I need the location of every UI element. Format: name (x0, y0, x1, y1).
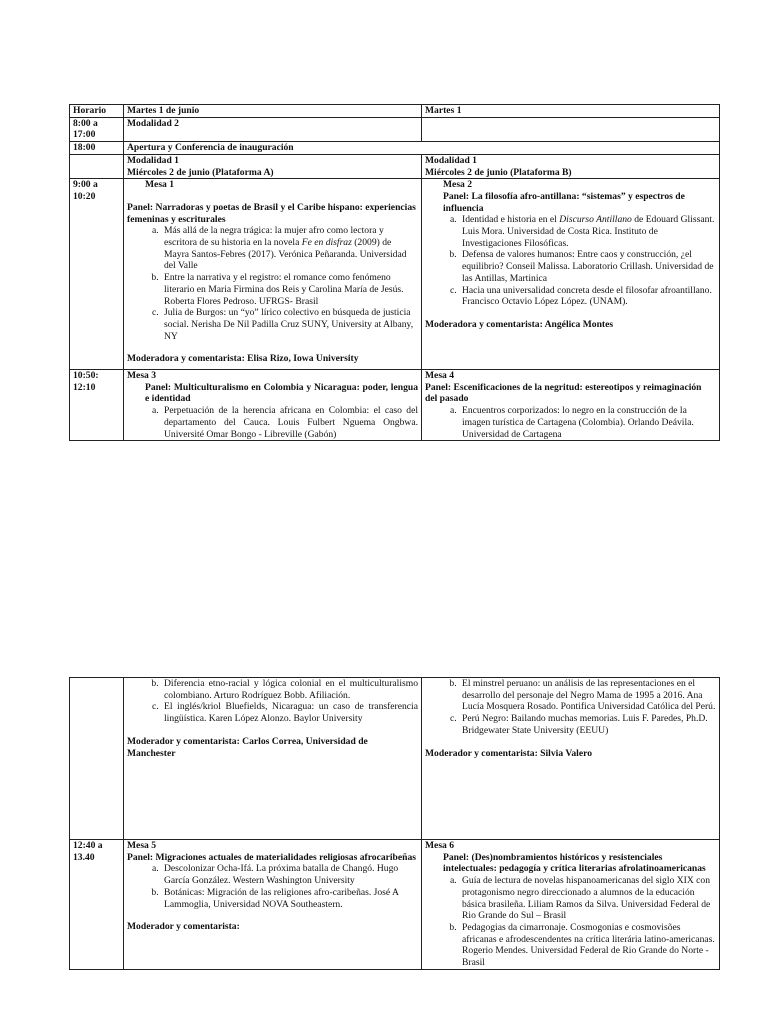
time-cell: 12:40 a 13.40 (70, 840, 124, 970)
list-item: c. Perú Negro: Bailando muchas memorias. Luis F. Paredes, Ph.D. Bridgewater State University (EEUU) (459, 713, 716, 736)
mesa-title: Mesa 1 (145, 179, 175, 191)
list-item: a. Más allá de la negra trágica: la mujer afro como lectora y escritora de su historia en la novela Fe en disfraz (2009) de Mayra Santos-Febres (2017). Verónica Peñaranda. Universidad del Valle (161, 225, 418, 272)
modality-label: Modalidad 1 (127, 154, 179, 166)
date-platform-label: Miércoles 2 de junio (Plataforma B) (425, 166, 572, 178)
moderator: Moderador y comentarista: Silvia Valero (425, 747, 592, 759)
list-item: a. Encuentros corporizados: lo negro en la construcción de la imagen turística de Cartagena (Colombia). Orlando Deávila. Universidad de Cartagena (459, 405, 716, 440)
talk-list (127, 863, 418, 910)
schedule-table-page-2 (69, 677, 720, 970)
mesa-title: Mesa 3 (127, 370, 157, 382)
modality-label: Modalidad 1 (425, 154, 477, 166)
mesa-title: Mesa 4 (425, 370, 455, 382)
list-item: a. Guía de lectura de novelas hispanoamericanas del siglo XIX con protagonismo negro direccionado a alumnos de la educación básica brasileña. Liliam Ramos da Silva. Universidad Federal de Rio Grande do Sul – Brasil (459, 875, 716, 922)
panel-title: Panel: Migraciones actuales de materialidades religiosas afrocaribeñas (127, 851, 417, 863)
list-item: c. Julia de Burgos: un “yo” lírico colectivo en búsqueda de justicia social. Nerisha De Nil Padilla Cruz SUNY, University at Albany, NY (161, 307, 418, 342)
table-row (70, 840, 720, 970)
modality-cell: Modalidad 2 (124, 117, 422, 141)
time-cell: 10:50: 12:10 (70, 370, 124, 441)
list-item: a. Identidad e historia en el Discurso Antillano de Edouard Glissant. Luis Mora. Universidad de Costa Rica. Instituto de Investigaciones Filosóficas. (459, 214, 716, 249)
mesa-6-cell (422, 840, 720, 970)
panel-title: Panel: Escenificaciones de la negritud: estereotipos y reimaginación del pasado (425, 381, 702, 405)
panel-title: Panel: La filosofía afro-antillana: “sistemas” y espectros de influencia (443, 190, 685, 214)
moderator: Moderadora y comentarista: Angélica Montes (425, 318, 614, 330)
header-day-a: Martes 1 de junio (124, 105, 422, 118)
mesa-title: Mesa 5 (127, 840, 157, 851)
talk-list (425, 875, 716, 969)
panel-title: Panel: Multiculturalismo en Colombia y Nicaragua: poder, lengua e identidad (145, 381, 418, 405)
list-item: b. Botánicas: Migración de las religiones afro-caribeñas. José A Lammoglia, Universidad NOVA Southeastern. (161, 887, 418, 910)
header-day-b: Martes 1 (422, 105, 720, 118)
mesa-title: Mesa 6 (425, 840, 455, 851)
panel-title: Panel: (Des)nombramientos históricos y resistenciales intelectuales: pedagogía y crítica literarias afrolatinoamericanas (443, 851, 706, 875)
empty-cell (70, 678, 124, 840)
list-item: b. Diferencia etno-racial y lógica colonial en el multiculturalismo colombiano. Arturo Rodríguez Bobb. Afiliación. (161, 678, 418, 701)
date-platform-label: Miércoles 2 de junio (Plataforma A) (127, 166, 274, 178)
list-item: c. Hacia una universalidad concreta desde el filosofar afroantillano. Francisco Octavio López López. (UNAM). (459, 285, 716, 308)
panel-title: Panel: Narradoras y poetas de Brasil y el Caribe hispano: experiencias femeninas y escriturales (127, 201, 416, 225)
table-row (70, 678, 720, 840)
talk-list (127, 678, 418, 725)
time-cell: 18:00 (70, 142, 124, 155)
list-item: c. El inglés/kriol Bluefields, Nicaragua: un caso de transferencia lingüística. Karen López Alonzo. Baylor University (161, 701, 418, 724)
list-item: b. El minstrel peruano: un análisis de las representaciones en el desarrollo del personaje del Negro Mama de 1995 a 2016. Ana Lucía Mosquera Rosado. Pontifica Universidad Católica del Perú. (459, 678, 716, 713)
list-item: a. Descolonizar Ocha-Ifá. La próxima batalla de Changó. Hugo García González. Western Washington University (161, 863, 418, 886)
moderator: Moderador y comentarista: Carlos Correa, Universidad de Manchester (127, 735, 368, 759)
mesa-5-cell (124, 840, 422, 970)
opening-conference: Apertura y Conferencia de inauguración (124, 142, 720, 155)
list-item: b. Pedagogias da cimarronaje. Cosmogonias e cosmovisões africanas e afrodescendentes na crítica literária latino-americanas. Rogerio Mendes. Universidad Federal de Rio Grande do Norte - Brasil (459, 922, 716, 969)
header-time: Horario (70, 105, 124, 118)
mesa-3-cont-cell (124, 678, 422, 840)
moderator: Moderadora y comentarista: Elisa Rizo, Iowa University (127, 353, 359, 365)
list-item: b. Defensa de valores humanos: Entre caos y construcción, ¿el equilibrio? Conseil Malissa. Laboratorio Crillash. Universidad de las Antillas, Martinica (459, 249, 716, 284)
mesa-title: Mesa 2 (443, 179, 473, 191)
time-cell: 8:00 a 17:00 (70, 117, 124, 141)
mesa-4-cont-cell (422, 678, 720, 840)
list-item: a. Perpetuación de la herencia africana en Colombia: el caso del departamento del Cauca. Louis Fulbert Nguema Ongbwa. Université Omar Bongo - Libreville (Gabón) (161, 405, 418, 440)
list-item: b. Entre la narrativa y el registro: el romance como fenómeno literario en Maria Firmina dos Reis y Carolina María de Jesús. Roberta Flores Pedroso. UFRGS- Brasil (161, 272, 418, 307)
talk-list (425, 678, 716, 737)
time-cell: 9:00 a 10:20 (70, 179, 124, 370)
moderator: Moderador y comentarista: (127, 921, 240, 933)
